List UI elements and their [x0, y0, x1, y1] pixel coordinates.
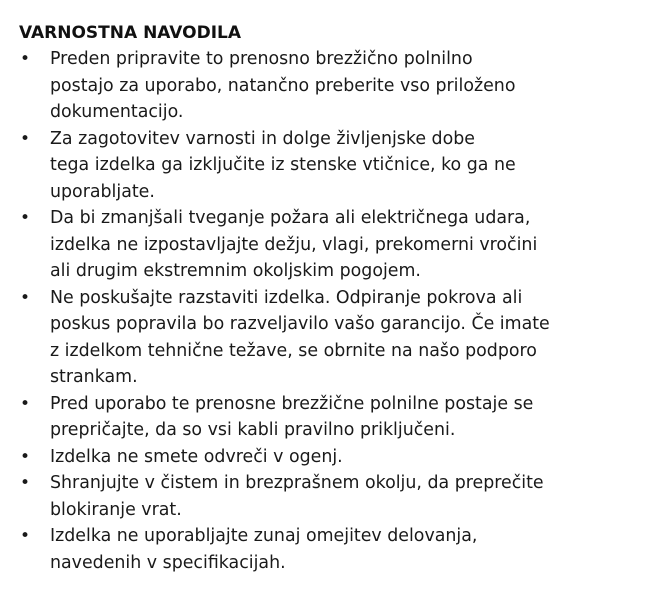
list-item-text: blokiranje vrat.: [50, 499, 182, 520]
list-item-text: z izdelkom tehnične težave, se obrnite na našo podporo: [50, 340, 537, 361]
list-item: [19, 444, 634, 471]
bullet-icon: •: [20, 473, 31, 493]
list-item: [19, 523, 634, 576]
list-item-text: tega izdelka ga izključite iz stenske vtičnice, ko ga ne: [50, 155, 516, 175]
list-item-text: postajo za uporabo, natančno preberite vso priloženo: [50, 75, 516, 96]
list-item-text: prepričajte, da so vsi kabli pravilno priključeni.: [50, 420, 456, 440]
list-item-text: ali drugim ekstremnim okoljskim pogojem.: [50, 261, 421, 281]
list-item: [19, 470, 634, 523]
bullet-icon: •: [20, 526, 31, 546]
list-item-text: Preden pripravite to prenosno brezžično polnilno: [50, 49, 473, 69]
safety-instructions-section: [19, 22, 634, 576]
list-item-text: Shranjujte v čistem in brezprašnem okolju, da preprečite: [50, 473, 544, 493]
list-item-text: Pred uporabo te prenosne brezžične polnilne postaje se: [50, 393, 534, 414]
list-item-text: izdelka ne izpostavljajte dežju, vlagi, prekomerni vročini: [50, 234, 538, 255]
bullet-icon: •: [20, 128, 31, 149]
list-item-text: strankam.: [50, 367, 138, 387]
list-item: [19, 46, 634, 126]
list-item: [19, 126, 634, 206]
bullet-icon: •: [20, 49, 31, 69]
list-item-text: Za zagotovitev varnosti in dolge življenjske dobe: [50, 128, 475, 149]
list-item: [19, 285, 634, 391]
list-item-text: poskus popravila bo razveljavilo vašo garancijo. Če imate: [50, 314, 550, 334]
list-item: [19, 205, 634, 285]
bullet-icon: •: [20, 287, 31, 308]
bullet-icon: •: [20, 208, 31, 228]
list-item-text: Izdelka ne uporabljajte zunaj omejitev delovanja,: [50, 526, 478, 546]
list-item-text: Ne poskušajte razstaviti izdelka. Odpiranje pokrova ali: [50, 287, 523, 308]
list-item-text: dokumentacijo.: [50, 102, 184, 122]
section-title: VARNOSTNA NAVODILA: [19, 23, 242, 43]
instruction-list: [19, 46, 634, 576]
bullet-icon: •: [20, 446, 31, 467]
list-item: [19, 391, 634, 444]
bullet-icon: •: [20, 393, 31, 414]
list-item-text: Da bi zmanjšali tveganje požara ali električnega udara,: [50, 208, 531, 228]
list-item-text: Izdelka ne smete odvreči v ogenj.: [50, 446, 343, 467]
list-item-text: navedenih v specifikacijah.: [50, 552, 286, 573]
list-item-text: uporabljate.: [50, 181, 155, 202]
